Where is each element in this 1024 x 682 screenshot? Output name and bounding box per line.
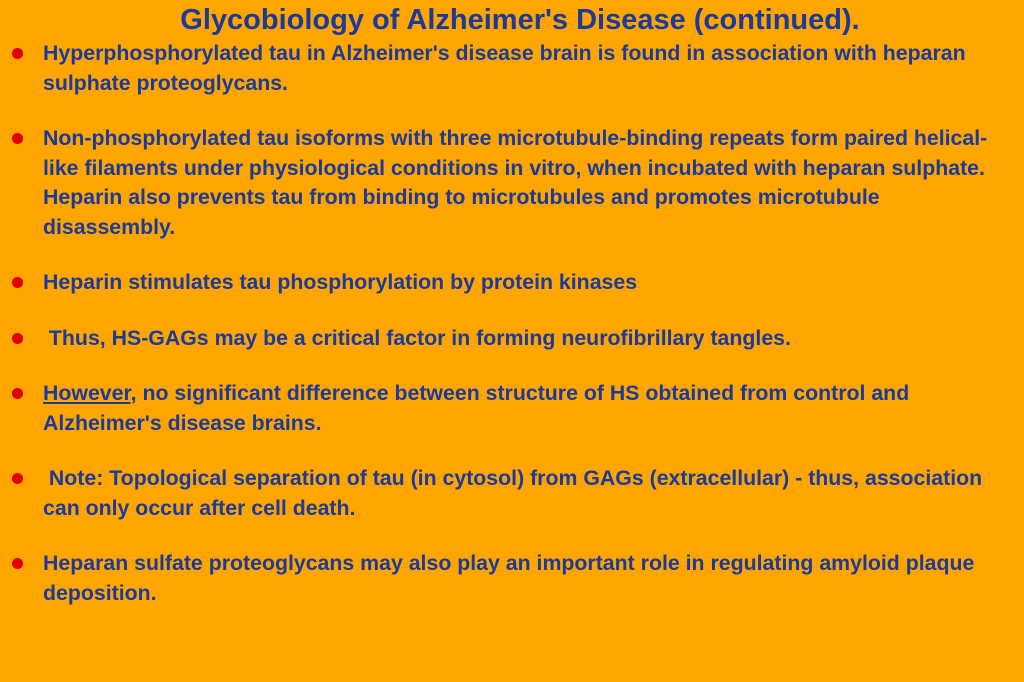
bullet-dot-icon [12,133,23,144]
slide-title: Glycobiology of Alzheimer's Disease (continued). [180,4,860,36]
bullet-item [12,464,1012,523]
bullet-text: Non-phosphorylated tau isoforms with three microtubule-binding repeats form paired helical-like filaments under physiological conditions in vitro, when incubated with heparan sulphate. Heparin also prevents tau from binding to microtubules and promotes microtubule disassembly. [43,126,991,239]
bullet-item [12,379,1012,438]
bullet-text: Hyperphosphorylated tau in Alzheimer's disease brain is found in association with heparan sulphate proteoglycans. [43,41,966,95]
bullet-item [12,268,1012,298]
bullet-dot-icon [12,473,23,484]
bullet-dot-icon [12,277,23,288]
bullet-dot-icon [12,388,23,399]
bullet-dot-icon [12,48,23,59]
bullet-item [12,324,1012,354]
bullet-dot-icon [12,333,23,344]
bullet-text: Note: Topological separation of tau (in cytosol) from GAGs (extracellular) - thus, association can only occur after cell death. [43,466,983,520]
bullet-list [12,39,1012,634]
bullet-item [12,549,1012,608]
bullet-text: Heparin stimulates tau phosphorylation by protein kinases [43,270,638,294]
bullet-item [12,39,1012,98]
bullet-dot-icon [12,558,23,569]
bullet-text: , no significant difference between structure of HS obtained from control and Alzheimer's disease brains. [43,381,910,435]
bullet-text: Thus, HS-GAGs may be a critical factor in forming neurofibrillary tangles. [43,325,791,350]
bullet-underlined-lead: However [43,381,131,405]
bullet-text: Heparan sulfate proteoglycans may also play an important role in regulating amyloid plaque deposition. [43,551,975,605]
bullet-item [12,124,1012,242]
